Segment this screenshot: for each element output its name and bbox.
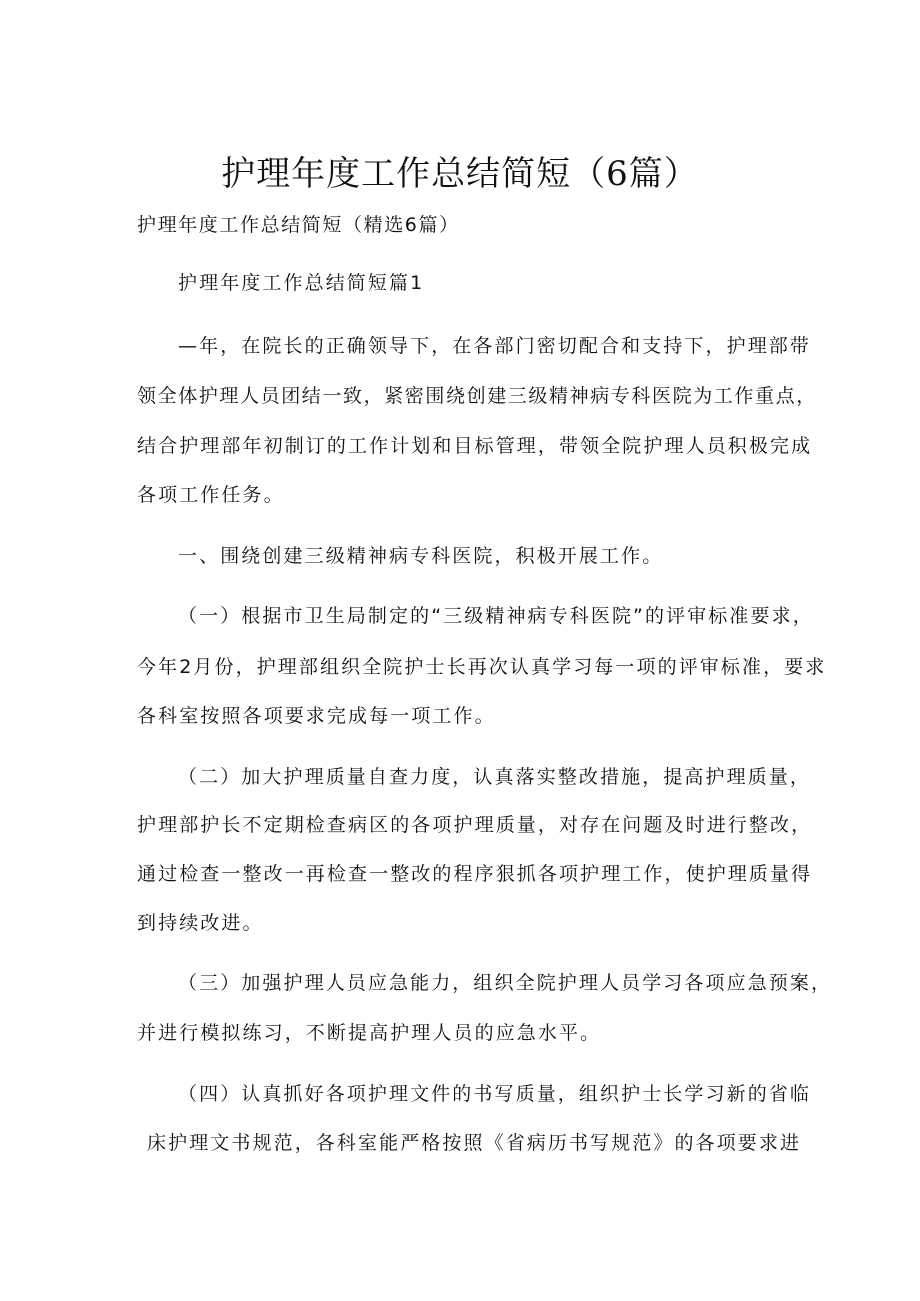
paragraph-line: 结合护理部年初制订的工作计划和目标管理，带领全院护理人员积极完成 — [137, 435, 813, 457]
document-title: 护理年度工作总结简短（6篇） — [221, 154, 699, 194]
paragraph-line: 领全体护理人员团结一致，紧密围绕创建三级精神病专科医院为工作重点， — [137, 385, 817, 407]
paragraph-line: 通过检查一整改一再检查一整改的程序狠抓各项护理工作，使护理质量得 — [137, 863, 813, 885]
paragraph-line: 并进行模拟练习，不断提高护理人员的应急水平。 — [137, 1022, 602, 1044]
paragraph-line: （二）加大护理质量自查力度，认真落实整改措施，提高护理质量， — [178, 766, 812, 788]
section-heading: 护理年度工作总结简短篇1 — [178, 272, 425, 294]
paragraph-line: 一、围绕创建三级精神病专科医院，积极开展工作。 — [178, 545, 664, 567]
document-subtitle: 护理年度工作总结简短（精选6篇） — [137, 214, 460, 236]
paragraph-line: 护理部护长不定期检查病区的各项护理质量，对存在问题及时进行整改， — [137, 814, 813, 836]
paragraph-line: （一）根据市卫生局制定的“三级精神病专科医院”的评审标准要求， — [178, 605, 814, 627]
paragraph-line: 到持续改进。 — [137, 912, 264, 934]
paragraph-line: （三）加强护理人员应急能力，组织全院护理人员学习各项应急预案， — [178, 972, 833, 994]
paragraph-line: 今年2月份，护理部组织全院护士长再次认真学习每一项的评审标准，要求 — [137, 656, 827, 678]
paragraph-line: 各科室按照各项要求完成每一项工作。 — [137, 705, 496, 727]
paragraph-line: 床护理文书规范，各科室能严格按照《省病历书写规范》的各项要求进 — [147, 1132, 802, 1154]
paragraph-line: （四）认真抓好各项护理文件的书写质量，组织护士长学习新的省临 — [178, 1083, 812, 1105]
paragraph-line: 各项工作任务。 — [137, 484, 285, 506]
paragraph-line: —年，在院长的正确领导下，在各部门密切配合和支持下，护理部带 — [178, 335, 812, 357]
